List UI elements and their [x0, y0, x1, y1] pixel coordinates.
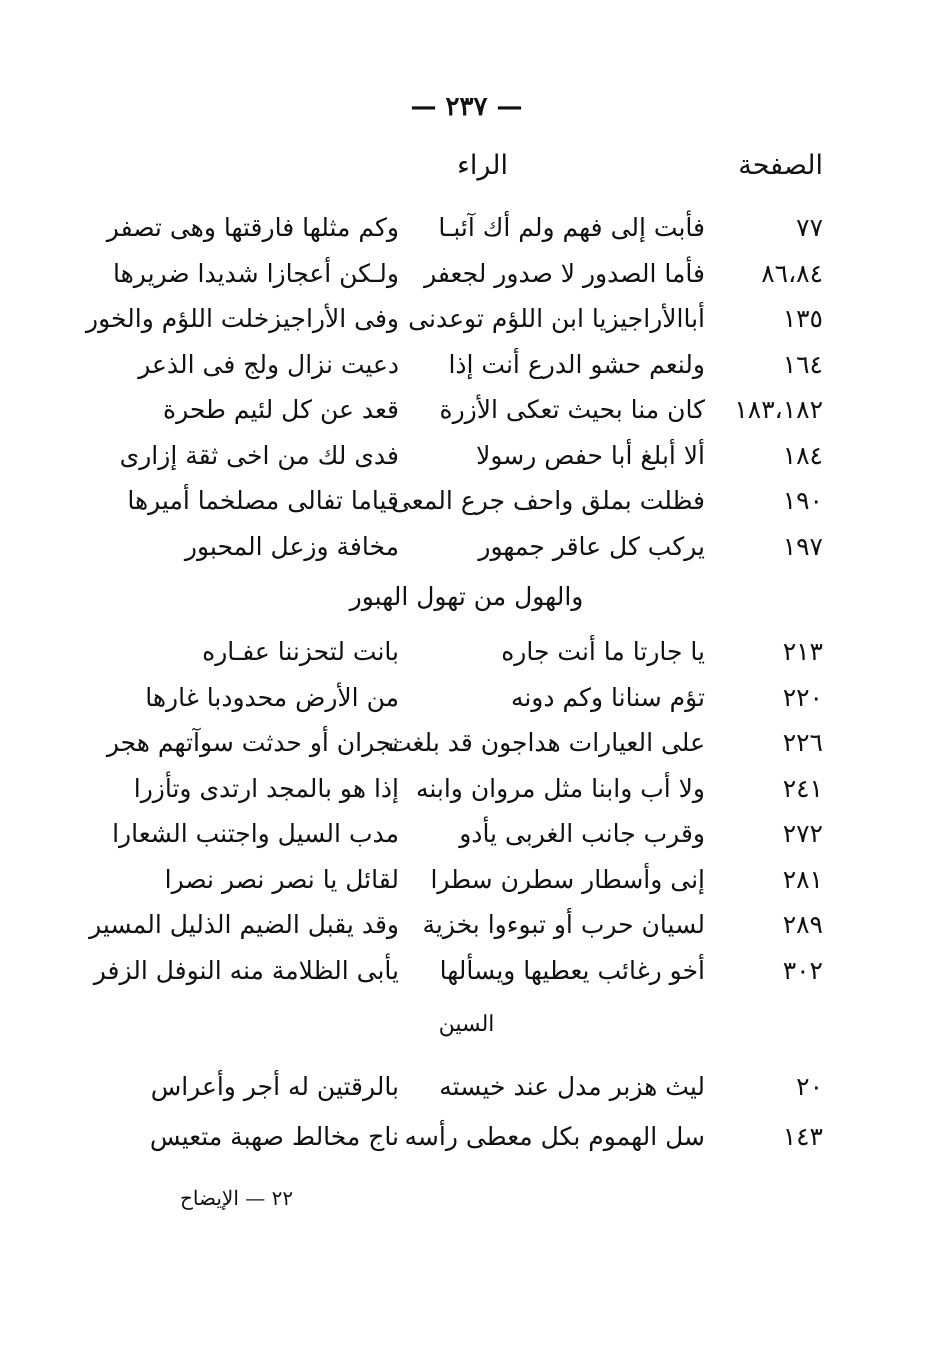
second-hemistich: إذا هو بالمجد ارتدى وتأزرا — [133, 773, 399, 803]
page-ref-number: ٢٨١ — [782, 864, 823, 894]
first-hemistich: أخو رغائب يعطيها ويسألها — [439, 955, 705, 985]
page-ref-number: ٢٠ — [796, 1072, 823, 1101]
first-hemistich: يا جارتا ما أنت جاره — [501, 637, 705, 666]
verse-continuation: والهول من تهول الهبور — [349, 582, 584, 611]
second-hemistich: وقد يقبل الضيم الذليل المسير — [89, 910, 399, 939]
verse-line — [83, 774, 823, 820]
verse-line — [83, 486, 823, 532]
section-heading-sin: السين — [438, 1012, 495, 1037]
verse-line — [83, 683, 823, 729]
page-ref-number: ١٩٧ — [782, 531, 823, 561]
second-hemistich: من الأرض محدودبا غارها — [145, 682, 399, 712]
first-hemistich: فظلت بملق واحف جرع المعى — [390, 486, 705, 515]
second-hemistich: لقائل يا نصر نصر نصرا — [164, 864, 399, 894]
page-ref-number: ٢٢٦ — [782, 728, 823, 757]
second-hemistich: مدب السيل واجتنب الشعارا — [112, 819, 399, 848]
verse-line — [83, 395, 823, 441]
first-hemistich: ولا أب وابنا مثل مروان وابنه — [415, 773, 705, 803]
second-hemistich: بالرقتين له أجر وأعراس — [150, 1072, 399, 1101]
verse-line — [83, 728, 823, 774]
second-hemistich: بانت لتحزننا عفـاره — [202, 637, 399, 666]
verse-line — [83, 1122, 823, 1168]
first-hemistich: ليث هزبر مدل عند خيسته — [439, 1072, 705, 1101]
verse-line — [83, 956, 823, 1002]
verse-line — [83, 637, 823, 683]
first-hemistich: تؤم سنانا وكم دونه — [510, 682, 705, 712]
second-hemistich: فدى لك من اخى ثقة إزارى — [119, 440, 399, 470]
verse-line — [83, 259, 823, 305]
verse-line — [83, 304, 823, 350]
column-header-page: الصفحة — [738, 150, 823, 181]
first-hemistich: إنى وأسطار سطرن سطرا — [430, 864, 705, 894]
second-hemistich: مخافة وزعل المحبور — [184, 531, 399, 561]
first-hemistich: ألا أبلغ أبا حفص رسولا — [476, 440, 705, 470]
verse-line — [83, 532, 823, 578]
page-footer: ٢٢ — الإيضاح — [180, 1186, 294, 1210]
section-heading-ra: الراء — [457, 150, 508, 181]
second-hemistich: قياما تفالى مصلخما أميرها — [127, 486, 399, 515]
first-hemistich: ولنعم حشو الدرع أنت إذا — [448, 349, 705, 379]
first-hemistich: على العيارات هداجون قد بلغت — [387, 728, 705, 757]
page-number: — ٢٣٧ — — [410, 92, 523, 122]
verse-line — [83, 350, 823, 396]
second-hemistich: نجران أو حدثت سوآتهم هجر — [106, 728, 399, 757]
second-hemistich: وفى الأراجيزخلت اللؤم والخور — [86, 304, 399, 333]
page-ref-number: ٢٨٩ — [782, 910, 823, 939]
first-hemistich: سل الهموم بكل معطى رأسه — [404, 1122, 705, 1151]
page-ref-number: ٧٧ — [796, 213, 823, 242]
second-hemistich: دعيت نزال ولج فى الذعر — [138, 349, 399, 379]
first-hemistich: كان منا بحيث تعكى الأزرة — [439, 395, 705, 424]
second-hemistich: يأبى الظلامة منه النوفل الزفر — [93, 955, 399, 985]
first-hemistich: يركب كل عاقر جمهور — [478, 531, 705, 561]
page-ref-number: ١٣٥ — [782, 304, 823, 333]
page-ref-number: ١٨٤ — [782, 440, 823, 470]
verse-line — [83, 819, 823, 865]
verse-line — [83, 1072, 823, 1118]
page-ref-number: ٢٢٠ — [782, 682, 823, 712]
first-hemistich: فأبت إلى فهم ولم أك آئبـا — [438, 213, 705, 242]
page-ref-number: ٢٧٢ — [782, 819, 823, 848]
second-hemistich: وكم مثلها فارقتها وهى تصفر — [106, 213, 399, 242]
page-ref-number: ١٩٠ — [782, 486, 823, 515]
page-ref-number: ١٦٤ — [782, 349, 823, 379]
page-ref-number: ٢٤١ — [782, 773, 823, 803]
page-ref-number: ١٨٣،١٨٢ — [734, 395, 823, 424]
second-hemistich: قعد عن كل لئيم طحرة — [163, 395, 399, 424]
second-hemistich: ناج مخالط صهبة متعيس — [149, 1122, 399, 1151]
verse-line — [83, 441, 823, 487]
first-hemistich: فأما الصدور لا صدور لجعفر — [424, 258, 705, 288]
first-hemistich: لسيان حرب أو تبوءوا بخزية — [422, 910, 705, 939]
verse-line — [83, 865, 823, 911]
page-ref-number: ٣٠٢ — [782, 955, 823, 985]
first-hemistich: وقرب جانب الغربى يأدو — [459, 819, 705, 848]
second-hemistich: ولـكن أعجازا شديدا ضريرها — [113, 258, 399, 288]
page-ref-number: ٢١٣ — [782, 637, 823, 666]
verse-line — [83, 910, 823, 956]
first-hemistich: أباالأراجيزيا ابن اللؤم توعدنى — [408, 304, 705, 333]
page-ref-number: ٨٦،٨٤ — [761, 258, 823, 288]
verse-line — [83, 213, 823, 259]
page-ref-number: ١٤٣ — [782, 1122, 823, 1151]
